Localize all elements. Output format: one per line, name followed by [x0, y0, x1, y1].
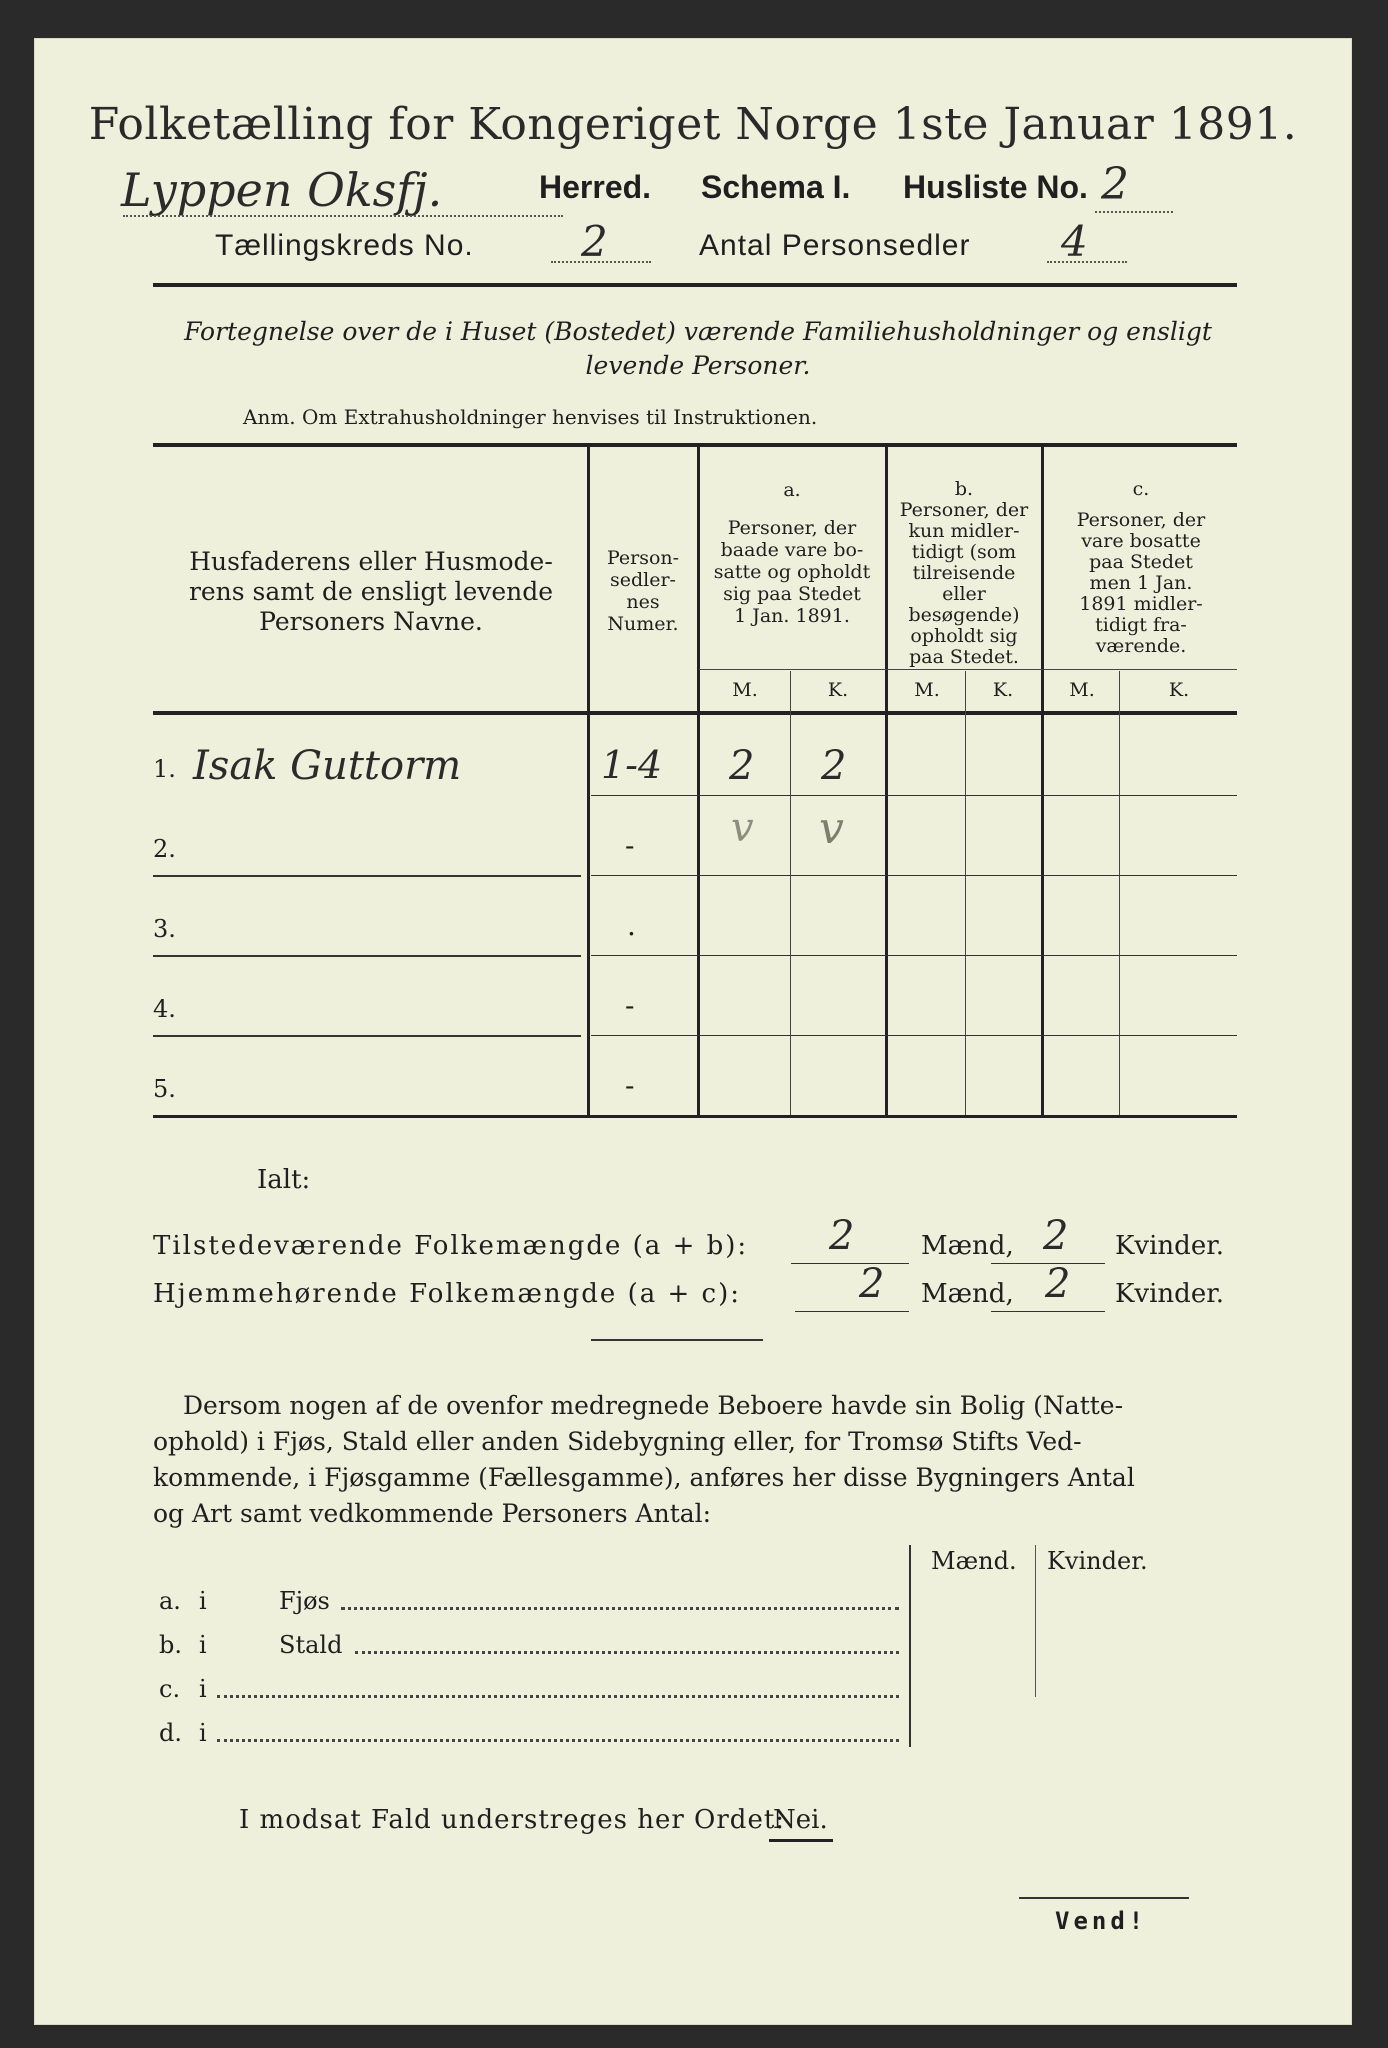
person-number: -: [625, 1069, 635, 1102]
row-line-4-right: [591, 1035, 1237, 1036]
a-female-check: v: [819, 803, 844, 854]
kreds-label: Tællingskreds No.: [215, 229, 474, 262]
person-number: -: [625, 829, 635, 862]
mk-subheader-line: [699, 669, 1237, 670]
footer-word-nei: Nei.: [773, 1805, 828, 1835]
col-header-number: Person- sedler- nes Numer.: [606, 547, 680, 635]
husliste-value: 2: [1101, 159, 1129, 210]
total-present-kvinder: Kvinder.: [1115, 1231, 1225, 1261]
total-resident-male: 2: [859, 1261, 885, 1307]
row-line-2: [153, 875, 581, 877]
row-line-1-right: [591, 795, 1237, 796]
col-b-m: M.: [914, 679, 940, 701]
buildings-text-3: kommende, i Fjøsgamme (Fællesgamme), anføres her disse Bygningers Antal: [153, 1463, 1135, 1492]
row-number: 5.: [153, 1075, 176, 1103]
total-present-label: Tilstedeværende Folkemængde (a + b):: [153, 1231, 749, 1261]
buildings-col-divider-1: [909, 1545, 911, 1747]
a-male-check: v: [731, 805, 754, 851]
buildings-col-divider-2: [1035, 1545, 1036, 1697]
total-present-maend: Mænd,: [921, 1231, 1014, 1261]
person-number: -: [625, 989, 635, 1022]
buildings-text-2: ophold) i Fjøs, Stald eller anden Sidebygning eller, for Tromsø Stifts Ved-: [153, 1427, 1082, 1456]
footer-instruction: I modsat Fald understreges her Ordet:: [239, 1805, 786, 1835]
row-number: 1.: [153, 755, 176, 783]
buildings-col-maend: Mænd.: [931, 1547, 1017, 1575]
col-b-k: K.: [992, 679, 1014, 701]
a-male: 2: [729, 743, 755, 789]
col-header-b: b. Personer, der kun midler- tidigt (som tilreisende eller besøgende) opholdt sig paa Stedet.: [899, 478, 1029, 668]
buildings-col-kvinder: Kvinder.: [1047, 1547, 1148, 1575]
col-header-c: c. Personer, der vare bosatte paa Stedet men 1 Jan. 1891 midler- tidigt fra- værende.: [1076, 478, 1206, 657]
row-line-2-right: [591, 875, 1237, 876]
col-divider-3: [885, 445, 888, 1117]
col-header-a: a. Personer, der baade vare bo- satte og opholdt sig paa Stedet 1 Jan. 1891.: [713, 479, 871, 627]
buildings-text-4: og Art samt vedkommende Personers Antal:: [153, 1499, 712, 1528]
form-title: Folketælling for Kongeriget Norge 1ste Januar 1891.: [88, 99, 1298, 150]
total-resident-maend: Mænd,: [921, 1279, 1014, 1309]
row-number: 2.: [153, 835, 176, 863]
ialt-label: Ialt:: [257, 1165, 311, 1195]
col-a-k: K.: [827, 679, 849, 701]
personsedler-dotline: [1047, 261, 1127, 263]
col-a-m: M.: [732, 679, 758, 701]
section-divider: [591, 1339, 763, 1341]
census-form-sheet: Folketælling for Kongeriget Norge 1ste Januar 1891. Lyppen Oksfj. Herred. Schema I. Husliste No. 2 Tællingskreds No. 2 Antal Personsedler 4 Fortegnelse over de i Huset (Bostedet) værende Familiehusholdninger og ensligt levende Personer. Anm. Om Extrahusholdninger henvises til Instruktionen. Husfaderens eller Husmode- rens samt de ensligt levende Personers Navne. Person- sedler- nes Numer. a. Personer, der baade vare bo- satte og opholdt sig paa Stedet 1 Jan. 1891. b. Personer, der kun midler- tidigt (som tilreisende eller besøgende) opholdt sig paa Stedet. c. Personer, der vare bosatte paa Stedet men 1 Jan. 1891 midler- tidigt fra- værende. M. K. M. K. M. K. 1. Isak Guttorm 1-4 2 2 2. - v v 3. . 4. - 5. - Ialt: Tilstedeværende Folkemængde (a + b): 2 Mænd, 2 Kvinder. Hjemmehørende Folkemængde (a + c): 2 Mænd, 2 Kvinder. Dersom nogen af de ovenfor medregnede Beboere havde sin Bolig (Natte- ophold) i Fjøs, Stald eller anden Sidebygning eller, for Tromsø Stifts Ved- kommende, i Fjøsgamme (Fællesgamme), anføres her disse Bygningers Antal og Art samt vedkommende Personers Antal: Mænd. Kvinder. a. i Fjøs b. i Stald c. i d. i I modsat Fald understreges her Ordet: Nei. Vend!: [34, 38, 1352, 2025]
husliste-label: Husliste No.: [903, 169, 1088, 205]
a-female: 2: [821, 743, 847, 789]
col-divider-4: [1041, 445, 1044, 1117]
nei-underline: [769, 1839, 833, 1842]
kreds-dotline: [551, 261, 651, 263]
col-c-mk-divider: [1119, 671, 1120, 1115]
col-divider-1: [587, 445, 590, 1117]
anm-note: Anm. Om Extrahusholdninger henvises til Instruktionen.: [243, 405, 818, 429]
vend-rule: [1019, 1897, 1189, 1899]
row-line-3-right: [591, 955, 1237, 956]
buildings-text-1: Dersom nogen af de ovenfor medregnede Beboere havde sin Bolig (Natte-: [183, 1391, 1124, 1420]
vend-label: Vend!: [1055, 1907, 1148, 1935]
col-c-m: M.: [1069, 679, 1095, 701]
herred-dotline: [123, 215, 563, 217]
kreds-value: 2: [581, 217, 608, 266]
table-header-bottom-rule: [153, 711, 1237, 715]
total-resident-label: Hjemmehørende Folkemængde (a + c):: [153, 1279, 741, 1309]
row-number: 4.: [153, 995, 176, 1023]
herred-label: Herred.: [539, 169, 652, 205]
personsedler-label: Antal Personsedler: [699, 229, 971, 262]
table-bottom-rule: [153, 1115, 1237, 1118]
total-resident-female: 2: [1045, 1261, 1071, 1307]
row-line-4: [153, 1035, 581, 1037]
col-divider-2: [697, 445, 700, 1117]
total-present-female: 2: [1043, 1213, 1069, 1259]
row-line-3: [153, 955, 581, 957]
total-resident-female-line: [991, 1311, 1105, 1312]
table-top-rule: [153, 443, 1237, 447]
total-present-male-line: [791, 1263, 909, 1264]
intro-line-2: levende Personer.: [585, 351, 811, 380]
person-number: .: [627, 909, 636, 942]
header-rule: [153, 283, 1237, 287]
total-resident-kvinder: Kvinder.: [1115, 1279, 1225, 1309]
herred-value: Lyppen Oksfj.: [121, 163, 443, 217]
intro-line-1: Fortegnelse over de i Huset (Bostedet) værende Familiehusholdninger og ensligt: [184, 317, 1212, 346]
col-header-names: Husfaderens eller Husmode- rens samt de ensligt levende Personers Navne.: [188, 547, 554, 636]
husliste-dotline: [1095, 211, 1173, 213]
schema-label: Schema I.: [701, 169, 851, 205]
col-c-k: K.: [1168, 679, 1190, 701]
total-resident-male-line: [795, 1311, 909, 1312]
row-number: 3.: [153, 915, 176, 943]
col-a-mk-divider: [790, 671, 791, 1115]
personsedler-value: 4: [1061, 217, 1088, 266]
total-present-male: 2: [829, 1213, 855, 1259]
household-name: Isak Guttorm: [193, 743, 462, 789]
col-b-mk-divider: [965, 671, 966, 1115]
person-number: 1-4: [601, 743, 663, 787]
